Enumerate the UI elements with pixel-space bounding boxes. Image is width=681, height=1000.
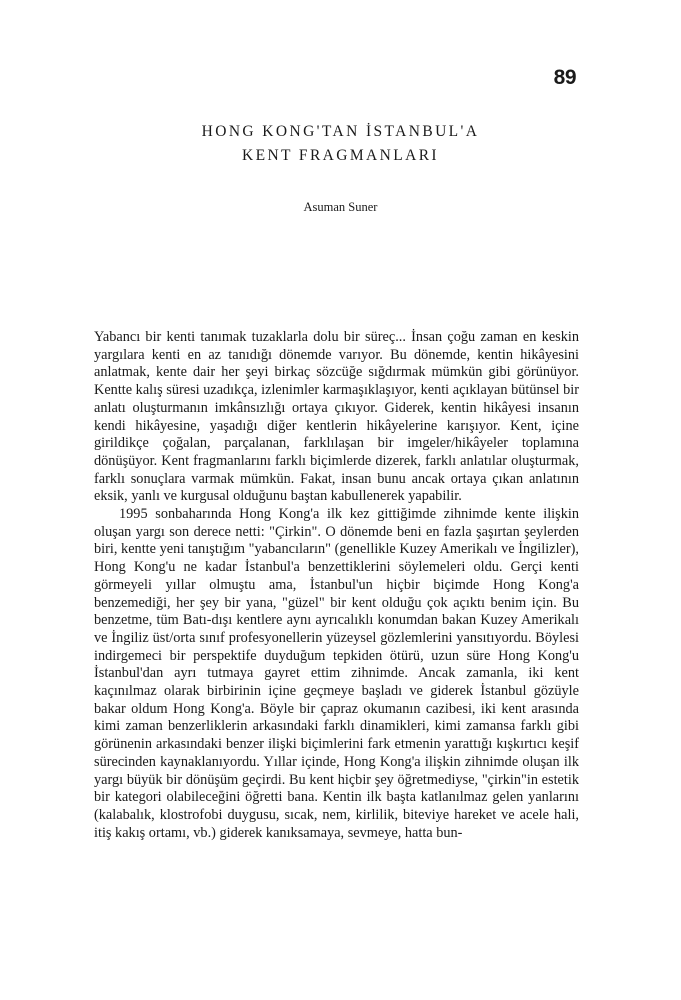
article-body	[94, 329, 579, 842]
paragraph-2: 1995 sonbaharında Hong Kong'a ilk kez gittiğimde zihnimde kente ilişkin oluşan yargı son derece netti: "Çirkin". O dönemde beni en fazla şaşırtan şeylerden biri, kentte yeni tanıştığım "yabancıların" (genellikle Kuzey Amerikalı ve İngilizler), Hong Kong'u ne kadar İstanbul'a benzettiklerini söylemeleri oldu. Gerçi kenti görmeyeli yıllar olmuştu ama, İstanbul'un hiçbir biçimde Hong Kong'a benzemediği, her şey bir yana, "güzel" bir kent olduğu çok açıktı benim için. Bu benzetme, tüm Batı-dışı kentlere aynı ayrıcalıklı konumdan bakan Kuzey Amerikalı ve İngiliz üst/orta sınıf profesyonellerin yüzeysel gözlemlerini yansıtıyordu. Böylesi indirgemeci bir perspektife duyduğum tepkiden ötürü, uzun süre Hong Kong'u İstanbul'dan ayrı tutmaya gayret ettim zihnimde. Ancak zamanla, iki kent kaçınılmaz olarak birbirinin içine geçmeye başladı ve giderek İstanbul gözüyle bakar oldum Hong Kong'a. Böyle bir çapraz okumanın cazibesi, iki kent arasında kimi zaman benzerliklerin arkasındaki farklı dinamikleri, kimi zamansa farklı gibi görünenin arkasındaki benzer ilişki biçimlerini fark etmenin yarattığı kışkırtıcı keşif sürecinden kaynaklanıyordu. Yıllar içinde, Hong Kong'a ilişkin zihnimde oluşan ilk yargı büyük bir dönüşüm geçirdi. Bu kent hiçbir şey öğretmediyse, "çirkin"in estetik bir kategori olabileceğini öğretti bana. Kentin ilk başta katlanılmaz gelen yanlarını (kalabalık, klostrofobi duygusu, sıcak, nem, kirlilik, biteviye hareket ve acele hali, itiş kakış ortamı, vb.) giderek kanıksamaya, sevmeye, hatta bun-	[94, 506, 579, 841]
paragraph-1: Yabancı bir kenti tanımak tuzaklarla dolu bir süreç... İnsan çoğu zaman en keskin yargılara kenti en az tanıdığı dönemde varıyor. Bu dönemde, kentin hikâyesini anlatmak, kente dair her şeyi birkaç sözcüğe sığdırmak mümkün gibi görünüyor. Kentte kalış süresi uzadıkça, izlenimler karmaşıklaşıyor, kenti açıklayan bütünsel bir anlatı oluşturmanın imkânsızlığı ortaya çıkıyor. Giderek, kentin hikâyesi insanın kendi hikâyesine, yaşadığı diğer kentlerin hikâyelerine karışıyor. Kent, içine girildikçe çoğalan, parçalanan, farklılaşan bir imgeler/hikâyeler toplamına dönüşüyor. Kent fragmanlarını farklı biçimlerde dizerek, farklı anlatılar oluşturmak, farklı sonuçlara varmak mümkün. Fakat, insan bunu ancak ortaya çıkan anlatının eksik, yanlı ve kurgusal olduğunu baştan kabullenerek yapabilir.	[94, 329, 579, 505]
article-title-line-2: KENT FRAGMANLARI	[242, 147, 439, 164]
article-title-line-1: HONG KONG'TAN İSTANBUL'A	[201, 123, 480, 140]
article-title	[0, 120, 681, 168]
author-name: Asuman Suner	[303, 200, 378, 214]
page-number: 89	[553, 66, 576, 89]
